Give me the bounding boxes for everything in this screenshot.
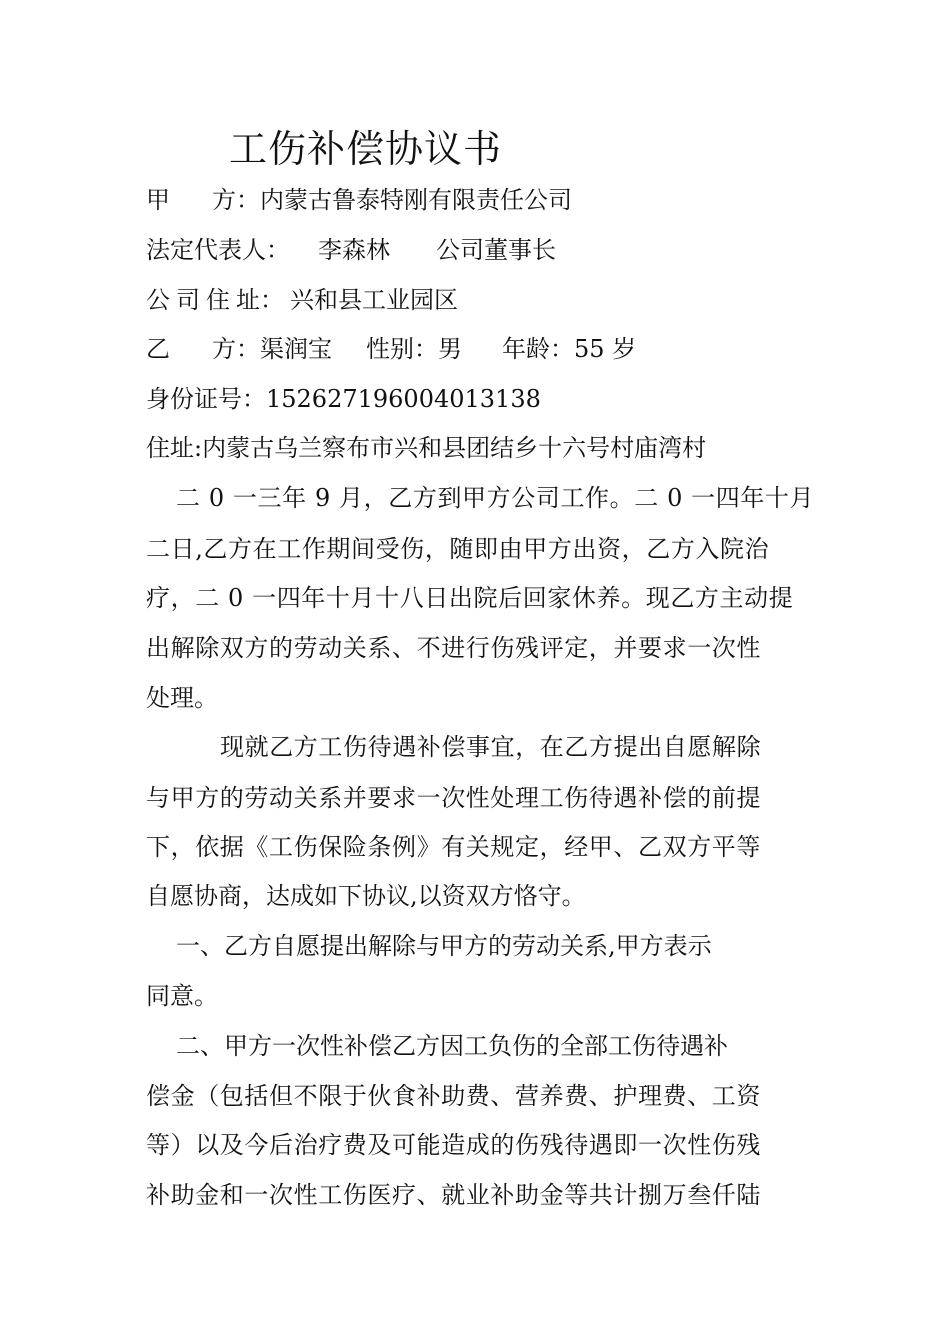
body-line: 自愿协商，达成如下协议,以资双方恪守。 <box>146 882 586 910</box>
legal-rep-line <box>146 234 556 266</box>
id-number: 152627196004013138 <box>266 385 541 413</box>
legal-rep-label: 法定代表人： <box>146 236 290 264</box>
body-line: 处理。 <box>146 684 218 712</box>
party-a-label-2: 方： <box>212 186 260 214</box>
document-title: 工伤补偿协议书 <box>229 127 503 171</box>
body-line: 出解除双方的劳动关系、不进行伤残评定，并要求一次性 <box>146 634 761 662</box>
party-b-gender: 性别：男 <box>366 335 462 363</box>
legal-rep-name: 李森林 <box>318 236 390 264</box>
clause-line: 补助金和一次性工伤医疗、就业补助金等共计捌万叁仟陆 <box>146 1181 761 1209</box>
legal-rep-title: 公司董事长 <box>436 236 556 264</box>
party-b-label-1: 乙 <box>146 335 170 363</box>
body-line: 二 0 一三年 9 月，乙方到甲方公司工作。二 0 一四年十月 <box>176 484 815 512</box>
company-address-line <box>146 284 458 316</box>
company-addr-label-2: 司 <box>176 286 200 314</box>
body-line: 二日,乙方在工作期间受伤，随即由甲方出资，乙方入院治 <box>146 535 770 563</box>
company-addr-label-1: 公 <box>146 286 170 314</box>
clause-line: 一、乙方自愿提出解除与甲方的劳动关系,甲方表示 <box>176 932 712 960</box>
party-b-line <box>146 333 636 365</box>
company-address: 兴和县工业园区 <box>290 286 458 314</box>
clause-line: 等）以及今后治疗费及可能造成的伤残待遇即一次性伤残 <box>146 1131 761 1159</box>
company-addr-label-3: 住 <box>206 286 230 314</box>
party-b-label-2: 方： <box>212 335 260 363</box>
body-line: 疗，二 0 一四年十月十八日出院后回家休养。现乙方主动提 <box>146 584 794 612</box>
body-line: 现就乙方工伤待遇补偿事宜，在乙方提出自愿解除 <box>220 733 762 761</box>
party-a-line <box>146 184 572 216</box>
id-number-line <box>146 383 541 415</box>
clause-line: 同意。 <box>146 982 218 1010</box>
party-b-name: 渠润宝 <box>260 335 332 363</box>
body-line: 与甲方的劳动关系并要求一次性处理工伤待遇补偿的前提 <box>146 784 761 812</box>
body-line: 下，依据《工伤保险条例》有关规定，经甲、乙双方平等 <box>146 833 761 861</box>
party-b-address: 住址:内蒙古乌兰察布市兴和县团结乡十六号村庙湾村 <box>146 434 707 462</box>
party-a-label-1: 甲 <box>146 186 170 214</box>
clause-line: 二、甲方一次性补偿乙方因工负伤的全部工伤待遇补 <box>176 1032 728 1060</box>
company-addr-label-4: 址： <box>236 286 284 314</box>
clause-line: 偿金（包括但不限于伙食补助费、营养费、护理费、工资 <box>146 1082 761 1110</box>
party-b-age: 年龄：55 岁 <box>502 335 637 363</box>
id-label: 身份证号： <box>146 385 266 413</box>
party-a-name: 内蒙古鲁泰特刚有限责任公司 <box>260 186 572 214</box>
